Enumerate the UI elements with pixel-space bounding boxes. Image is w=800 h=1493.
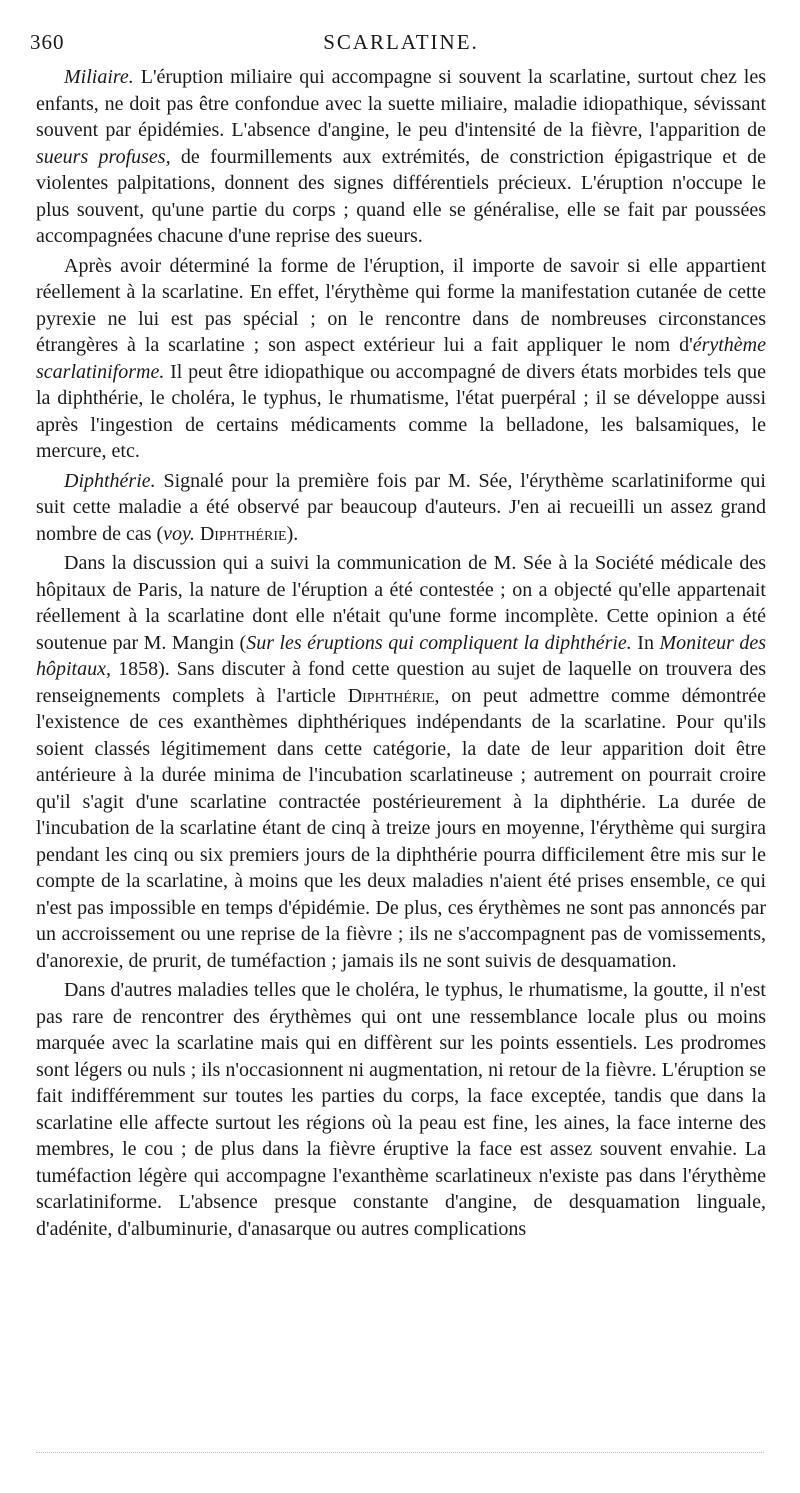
cross-reference: Diphthérie <box>347 684 435 707</box>
section-lead-miliaire: Miliaire. <box>64 66 134 88</box>
page-bottom-rule <box>36 1452 764 1453</box>
body-text <box>36 64 766 1242</box>
paragraph-autres-maladies <box>36 977 766 1242</box>
running-title: SCARLATINE. <box>323 30 479 54</box>
paragraph-text: , on peut admettre comme démontrée l'existence de ces exanthèmes diphthériques indépendants de la scarlatine. Pour qu'ils soient classés légitimement dans cette catégorie, la date de leur apparition doit être antérieure à la durée minima de l'incubation scarlatineuse ; autrement on pourrait croire qu'il s'agit d'une scarlatine contractée postérieurement à la diphthérie. La durée de l'incubation de la scarlatine étant de cinq à treize jours en moyenne, l'érythème qui surgira pendant les cinq ou six premiers jours de la diphthérie pourra difficilement être mis sur le compte de la scarlatine, à moins que les deux maladies n'aient été prises ensemble, ce qui n'est pas impossible en temps d'épidémie. De plus, ces érythèmes ne sont pas annoncés par un accroissement ou une reprise de la fièvre ; ils ne s'accompagnent pas de vomissements, d'anorexie, de prurit, de tuméfaction ; jamais ils ne sont suivis de desquamation. <box>36 684 767 972</box>
paragraph-text: Dans la discussion qui a suivi la communication de M. Sée à la Société médicale des hôpitaux de Paris, la nature de l'éruption a été contestée ; on a objecté qu'elle appartenait réellement à la scarlatine dont elle n'était qu'une forme incomplète. Cette opinion a été soutenue par M. Mangin ( <box>36 552 766 654</box>
paragraph-text: de fourmillements aux extrémités, de constriction épigastrique et de violentes palpitations, donnent des signes différentiels précieux. L'éruption n'occupe le plus souvent, qu'une partie du corps ; quand elle se généralise, elle se fait par poussées accompagnées chacune d'une reprise des sueurs. <box>36 145 766 247</box>
book-page <box>30 28 767 1242</box>
paragraph-miliaire <box>36 64 766 250</box>
emphasis-text: sueurs profuses, <box>36 145 171 168</box>
paragraph-text: In <box>631 631 660 654</box>
paragraph-erytheme <box>36 253 766 465</box>
paragraph-text: Signalé pour la première fois par M. Sée, l'érythème scarlatiniforme qui suit cette maladie a été observé par beaucoup d'auteurs. J'en ai recueilli un assez grand nombre de cas ( <box>36 469 766 545</box>
page-number: 360 <box>30 30 65 54</box>
paragraph-text: ). <box>286 522 299 545</box>
cross-reference: Diphthérie <box>194 522 287 545</box>
paragraph-text: 1858). Sans discuter à fond cette question au sujet de laquelle on trouvera des renseignements complets à l'article <box>36 658 766 707</box>
paragraph-discussion <box>36 550 766 974</box>
emphasis-text: voy. <box>163 522 195 545</box>
paragraph-text: Il peut être idiopathique ou accompagné de divers états morbides tels que la diphthérie, le choléra, le typhus, le rhumatisme, l'état puerpéral ; il se développe aussi après l'ingestion de certains médicaments comme la belladone, les balsamiques, le mercure, etc. <box>36 360 766 462</box>
paragraph-text: Après avoir déterminé la forme de l'éruption, il importe de savoir si elle appartient réellement à la scarlatine. En effet, l'érythème qui forme la manifestation cutanée de cette pyrexie ne lui est pas spécial ; on le rencontre dans de nombreuses circonstances étrangères à la scarlatine ; son aspect extérieur lui a fait appliquer le nom d' <box>36 254 766 356</box>
paragraph-text: Dans d'autres maladies telles que le choléra, le typhus, le rhumatisme, la goutte, il n'est pas rare de rencontrer des érythèmes qui ont une ressemblance locale plus ou moins marquée avec la scarlatine mais qui en diffèrent sur les points essentiels. Les prodromes sont légers ou nuls ; ils n'occasionnent ni augmentation, ni retour de la fièvre. L'éruption se fait indifféremment sur toutes les parties du corps, la face exceptée, tandis que dans la scarlatine elle affecte surtout les régions où la peau est fine, les aines, la face interne des membres, le cou ; de plus dans la fièvre éruptive la face est assez souvent envahie. La tuméfaction légère qui accompagne l'exanthème scarlatineux n'existe pas dans l'érythème scarlatiniforme. L'absence presque constante d'angine, de desquamation linguale, d'adénite, d'albuminurie, d'anasarque ou autres complications <box>36 979 766 1240</box>
running-head <box>30 28 766 64</box>
emphasis-text: érythème scarlatiniforme. <box>36 334 766 383</box>
cited-journal: Moniteur des hôpitaux, <box>36 631 767 680</box>
cited-title: Sur les éruptions qui compliquent la diphthérie. <box>246 631 632 654</box>
section-lead-diphtherie: Diphthérie. <box>64 469 156 492</box>
paragraph-text: L'éruption miliaire qui accompagne si souvent la scarlatine, surtout chez les enfants, ne doit pas être confondue avec la suette miliaire, maladie idiopathique, sévissant souvent par épidémies. L'absence d'angine, le peu d'intensité de la fièvre, l'apparition de <box>36 66 766 141</box>
paragraph-diphtherie <box>36 468 766 548</box>
